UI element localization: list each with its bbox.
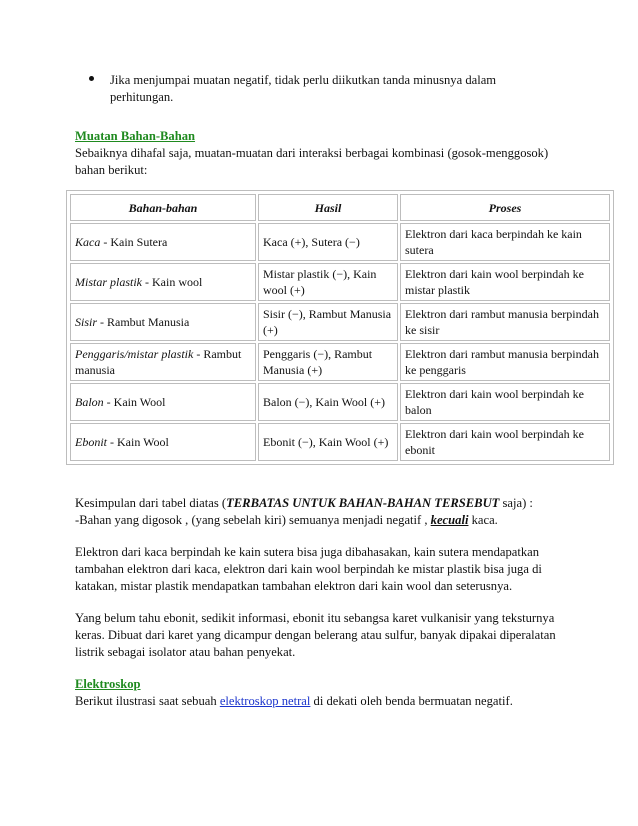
table-row bbox=[70, 343, 610, 381]
conclusion-paragraph bbox=[75, 495, 575, 529]
elektroskop-text: Berikut ilustrasi saat sebuah bbox=[75, 694, 220, 708]
conclusion-text-end: saja) : bbox=[499, 496, 533, 510]
conclusion-emphasis: TERBATAS UNTUK BAHAN-BAHAN TERSEBUT bbox=[226, 496, 500, 510]
material-cell bbox=[70, 383, 256, 421]
table-header-cell: Hasil bbox=[258, 194, 398, 221]
result-cell: Mistar plastik (−), Kain wool (+) bbox=[258, 263, 398, 301]
material-primary: Kaca bbox=[75, 235, 101, 249]
table-header-row bbox=[70, 194, 610, 221]
result-cell: Ebonit (−), Kain Wool (+) bbox=[258, 423, 398, 461]
section-heading-muatan: Muatan Bahan-Bahan bbox=[75, 129, 196, 143]
explanation-paragraph: Elektron dari kaca berpindah ke kain sutera bisa juga dibahasakan, kain sutera mendapatkan tambahan elektron dari kaca, elektron dari kain wool berpindah ke mistar plastik bisa juga di katakan, mistar plastik mendapatkan tambahan elektron dari kain wool dan seterusnya. bbox=[75, 545, 542, 593]
process-cell: Elektron dari kain wool berpindah ke balon bbox=[400, 383, 610, 421]
material-secondary: - Rambut manusia bbox=[75, 347, 242, 377]
material-secondary: - Rambut Manusia bbox=[97, 315, 190, 329]
elektroskop-text-end: di dekati oleh benda bermuatan negatif. bbox=[310, 694, 513, 708]
exception-emphasis: kecuali bbox=[430, 513, 469, 527]
rule-text: -Bahan yang digosok , (yang sebelah kiri) semuanya menjadi negatif , bbox=[75, 513, 431, 527]
bullet-text: Jika menjumpai muatan negatif, tidak perlu diikutkan tanda minusnya dalam perhitungan. bbox=[110, 73, 497, 104]
process-cell: Elektron dari rambut manusia berpindah ke penggaris bbox=[400, 343, 610, 381]
material-secondary: - Kain Wool bbox=[107, 435, 169, 449]
material-cell bbox=[70, 343, 256, 381]
materials-table bbox=[66, 190, 614, 465]
section-heading-elektroskop: Elektroskop bbox=[75, 677, 141, 691]
result-cell: Penggaris (−), Rambut Manusia (+) bbox=[258, 343, 398, 381]
ebonit-paragraph: Yang belum tahu ebonit, sedikit informasi, ebonit itu sebangsa karet vulkanisir yang teksturnya keras. Dibuat dari karet yang dicampur dengan belerang atau sulfur, banyak dipakai diperalatan listrik sebagai isolator atau bahan penyekat. bbox=[75, 611, 556, 659]
elektroskop-netral-link[interactable]: elektroskop netral bbox=[219, 694, 311, 708]
material-primary: Balon bbox=[75, 395, 104, 409]
material-primary: Penggaris/mistar plastik bbox=[75, 347, 194, 361]
table-header-cell: Proses bbox=[400, 194, 610, 221]
material-cell bbox=[70, 303, 256, 341]
process-cell: Elektron dari kaca berpindah ke kain sutera bbox=[400, 223, 610, 261]
bullet-dot bbox=[89, 76, 94, 81]
table-row bbox=[70, 263, 610, 301]
result-cell: Kaca (+), Sutera (−) bbox=[258, 223, 398, 261]
table-row bbox=[70, 383, 610, 421]
material-cell bbox=[70, 423, 256, 461]
result-cell: Balon (−), Kain Wool (+) bbox=[258, 383, 398, 421]
section-muatan bbox=[75, 128, 575, 179]
process-cell: Elektron dari rambut manusia berpindah ke sisir bbox=[400, 303, 610, 341]
material-primary: Sisir bbox=[75, 315, 98, 329]
elektroskop-intro bbox=[75, 693, 575, 710]
material-primary: Mistar plastik bbox=[75, 275, 143, 289]
material-primary: Ebonit bbox=[75, 435, 107, 449]
material-cell bbox=[70, 263, 256, 301]
rule-text-end: kaca. bbox=[468, 513, 498, 527]
section-intro: Sebaiknya dihafal saja, muatan-muatan dari interaksi berbagai kombinasi (gosok-menggosok) bahan berikut: bbox=[75, 146, 549, 177]
material-secondary: - Kain Wool bbox=[103, 395, 166, 409]
process-cell: Elektron dari kain wool berpindah ke ebonit bbox=[400, 423, 610, 461]
table-row bbox=[70, 423, 610, 461]
bullet-item bbox=[93, 72, 533, 106]
material-cell bbox=[70, 223, 256, 261]
conclusion-text: Kesimpulan dari tabel diatas ( bbox=[75, 496, 227, 510]
result-cell: Sisir (−), Rambut Manusia (+) bbox=[258, 303, 398, 341]
table-row bbox=[70, 223, 610, 261]
process-cell: Elektron dari kain wool berpindah ke mistar plastik bbox=[400, 263, 610, 301]
section-kesimpulan bbox=[75, 495, 575, 710]
material-secondary: - Kain Sutera bbox=[100, 235, 168, 249]
table-row bbox=[70, 303, 610, 341]
table-header-cell: Bahan-bahan bbox=[70, 194, 256, 221]
material-secondary: - Kain wool bbox=[142, 275, 203, 289]
